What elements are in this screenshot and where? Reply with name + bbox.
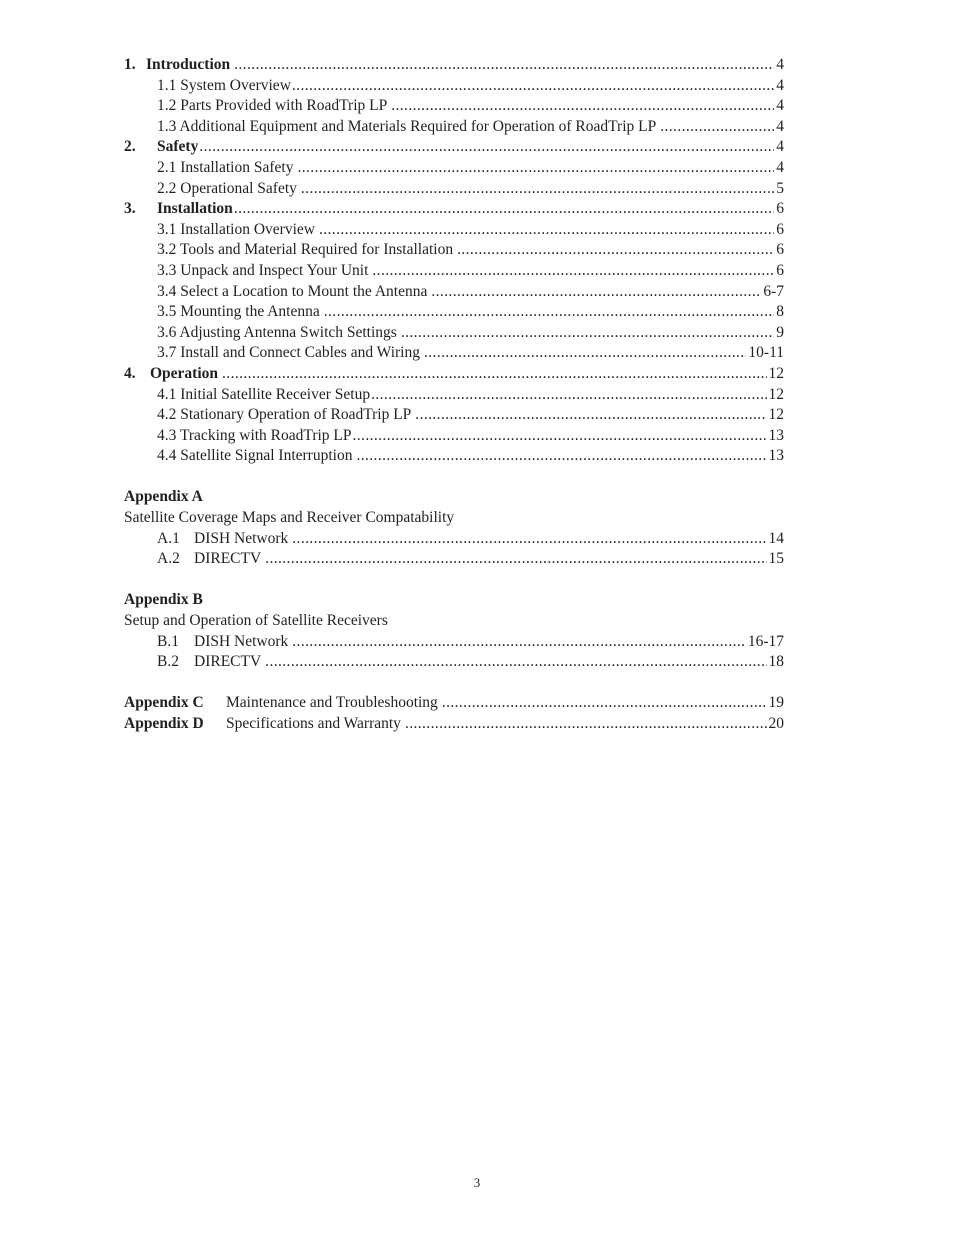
toc-appendix-d[interactable] [124, 714, 784, 735]
dot-leader [431, 282, 761, 303]
page-reference: 6 [776, 220, 784, 238]
section-title: Installation [157, 200, 233, 218]
entry-title: 3.5 Mounting the Antenna [157, 303, 320, 321]
section-title: Introduction [146, 56, 231, 73]
dot-leader [234, 199, 774, 220]
dot-leader [353, 426, 767, 447]
appendix-d-heading: Appendix D [124, 715, 204, 732]
dot-leader [372, 261, 774, 282]
toc-entry[interactable] [124, 220, 784, 241]
entry-label: A.1 [157, 529, 180, 547]
page-reference: 20 [768, 715, 784, 732]
toc-entry[interactable] [124, 632, 784, 653]
dot-leader [356, 446, 766, 467]
page-reference: 6 [776, 241, 784, 259]
toc-entry[interactable] [124, 302, 784, 323]
appendix-a-subtitle: Satellite Coverage Maps and Receiver Compatability [124, 509, 455, 527]
entry-label: A.2 [157, 550, 180, 568]
spacer [124, 570, 784, 591]
toc-entry[interactable] [124, 76, 784, 97]
entry-title: 4.3 Tracking with RoadTrip LP [157, 426, 352, 444]
dot-leader [391, 96, 774, 117]
page-reference: 9 [776, 323, 784, 341]
dot-leader [324, 302, 775, 323]
appendix-b-heading: Appendix B [124, 591, 203, 609]
page-reference: 18 [768, 653, 784, 671]
appendix-b-subtitle: Setup and Operation of Satellite Receivers [124, 612, 388, 630]
toc-entry[interactable] [124, 261, 784, 282]
entry-label: B.2 [157, 653, 179, 671]
dot-leader [301, 179, 774, 200]
dot-leader [405, 714, 767, 735]
toc-entry[interactable] [124, 652, 784, 673]
toc-entry[interactable] [124, 385, 784, 406]
entry-title: 1.2 Parts Provided with RoadTrip LP [157, 97, 388, 115]
page-reference: 4 [776, 76, 784, 94]
entry-title: 2.1 Installation Safety [157, 158, 294, 176]
entry-title: DIRECTV [194, 653, 262, 671]
page-reference: 5 [776, 179, 784, 197]
entry-title: 4.2 Stationary Operation of RoadTrip LP [157, 406, 412, 424]
entry-title: 3.2 Tools and Material Required for Installation [157, 241, 454, 259]
section-number: 2. [124, 138, 136, 156]
toc-entry[interactable] [124, 343, 784, 364]
section-number: 1. [124, 56, 136, 73]
dot-leader [297, 158, 774, 179]
toc-entry[interactable] [124, 282, 784, 303]
dot-leader [415, 405, 766, 426]
page-reference: 4 [776, 97, 784, 115]
dot-leader [234, 55, 774, 76]
toc-entry[interactable] [124, 240, 784, 261]
entry-label: B.1 [157, 632, 179, 650]
page-reference: 14 [768, 529, 784, 547]
dot-leader [319, 220, 774, 241]
entry-title: 3.7 Install and Connect Cables and Wiring [157, 344, 420, 362]
entry-title: 1.1 System Overview [157, 76, 291, 94]
section-title: Operation [150, 364, 219, 382]
dot-leader [424, 343, 746, 364]
section-title: Safety [157, 138, 199, 156]
dot-leader [292, 529, 766, 550]
toc-entry[interactable] [124, 405, 784, 426]
toc-entry[interactable] [124, 549, 784, 570]
toc-entry[interactable] [124, 158, 784, 179]
entry-title: 1.3 Additional Equipment and Materials Required for Operation of RoadTrip LP [157, 117, 657, 135]
page-reference: 16-17 [747, 632, 784, 650]
spacer [124, 467, 784, 488]
entry-title: 4.1 Initial Satellite Receiver Setup [157, 385, 371, 403]
page-reference: 12 [768, 406, 784, 424]
page-number: 3 [473, 1175, 481, 1190]
entry-title: 2.2 Operational Safety [157, 179, 297, 197]
toc-section-installation[interactable] [124, 199, 784, 220]
dot-leader [222, 364, 766, 385]
appendix-c-heading: Appendix C [124, 694, 204, 712]
toc-appendix-c[interactable] [124, 693, 784, 714]
table-of-contents [124, 55, 784, 735]
page-reference: 19 [768, 694, 784, 712]
dot-leader [265, 652, 766, 673]
dot-leader [660, 117, 774, 138]
toc-entry[interactable] [124, 179, 784, 200]
section-number: 4. [124, 364, 136, 382]
page-reference: 4 [776, 56, 784, 73]
spacer [124, 673, 784, 694]
toc-section-operation[interactable] [124, 364, 784, 385]
dot-leader [292, 632, 746, 653]
dot-leader [199, 137, 774, 158]
page-reference: 8 [776, 303, 784, 321]
page-reference: 6 [776, 261, 784, 279]
entry-title: 3.6 Adjusting Antenna Switch Settings [157, 323, 397, 341]
entry-title: Maintenance and Troubleshooting [226, 694, 438, 712]
page-reference: 13 [768, 426, 784, 444]
toc-entry[interactable] [124, 529, 784, 550]
entry-title: DISH Network [194, 529, 289, 547]
page-reference: 4 [776, 158, 784, 176]
toc-entry[interactable] [124, 117, 784, 138]
page-reference: 6-7 [763, 282, 784, 300]
page-reference: 10-11 [748, 344, 784, 362]
entry-title: 4.4 Satellite Signal Interruption [157, 447, 353, 465]
dot-leader [457, 240, 774, 261]
toc-section-introduction[interactable] [124, 55, 784, 76]
entry-title: 3.3 Unpack and Inspect Your Unit [157, 261, 369, 279]
dot-leader [265, 549, 766, 570]
dot-leader [371, 385, 766, 406]
entry-title: DISH Network [194, 632, 289, 650]
toc-section-safety[interactable] [124, 137, 784, 158]
entry-title: Specifications and Warranty [226, 715, 401, 732]
page-reference: 4 [776, 138, 784, 156]
page-reference: 12 [768, 385, 784, 403]
section-number: 3. [124, 200, 136, 218]
toc-entry[interactable] [124, 426, 784, 447]
page-reference: 13 [768, 447, 784, 465]
page-reference: 4 [776, 117, 784, 135]
toc-entry[interactable] [124, 96, 784, 117]
dot-leader [401, 323, 774, 344]
toc-entry[interactable] [124, 446, 784, 467]
page-reference: 15 [768, 550, 784, 568]
page-reference: 6 [776, 200, 784, 218]
dot-leader [442, 693, 767, 714]
entry-title: 3.1 Installation Overview [157, 220, 315, 238]
entry-title: 3.4 Select a Location to Mount the Antenna [157, 282, 428, 300]
appendix-a-heading: Appendix A [124, 488, 203, 506]
dot-leader [292, 76, 774, 97]
page-reference: 12 [768, 364, 784, 382]
toc-entry[interactable] [124, 323, 784, 344]
entry-title: DIRECTV [194, 550, 262, 568]
